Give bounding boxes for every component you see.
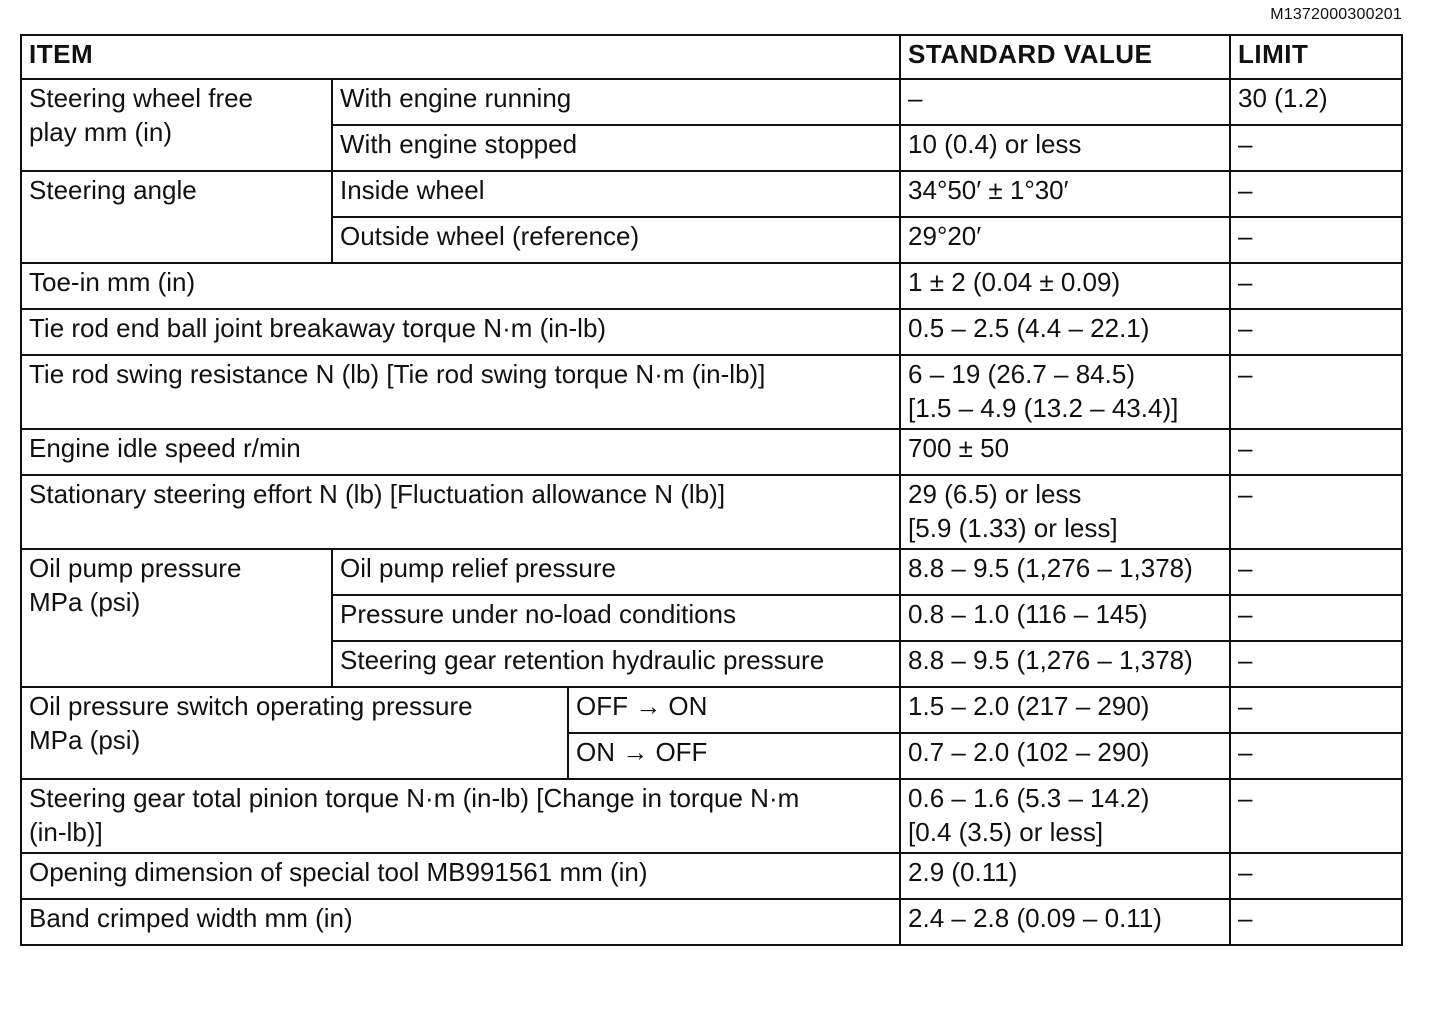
item-free-play [21,79,332,171]
table-row [21,687,1402,733]
table-row [21,309,1402,355]
standard-value-line: 6 – 19 (26.7 – 84.5) [908,359,1135,389]
table-row [21,853,1402,899]
standard-value: 0.8 – 1.0 (116 – 145) [900,595,1230,641]
item-label-line: MPa (psi) [29,725,141,755]
standard-value [900,475,1230,549]
table-row [21,899,1402,945]
standard-value: 1 ± 2 (0.04 ± 0.09) [900,263,1230,309]
standard-value-line: [1.5 – 4.9 (13.2 – 43.4)] [908,393,1179,423]
item-label-line: play mm (in) [29,117,173,147]
standard-value: 0.5 – 2.5 (4.4 – 22.1) [900,309,1230,355]
subitem: Inside wheel [332,171,900,217]
limit-value: – [1230,779,1402,853]
limit-value: – [1230,595,1402,641]
limit-value: – [1230,429,1402,475]
limit-value: – [1230,355,1402,429]
table-header-row [21,35,1402,79]
limit-value: – [1230,899,1402,945]
item-band-width: Band crimped width mm (in) [21,899,900,945]
item-label-line: Oil pump pressure [29,553,242,583]
limit-value: – [1230,217,1402,263]
item-label-line: (in-lb)] [29,817,103,847]
limit-value: – [1230,687,1402,733]
subitem: With engine running [332,79,900,125]
item-oil-pump-pressure [21,549,332,687]
limit-value: – [1230,641,1402,687]
item-label-line: Oil pressure switch operating pressure [29,691,473,721]
limit-value: – [1230,853,1402,899]
item-toe-in: Toe-in mm (in) [21,263,900,309]
limit-value: – [1230,475,1402,549]
standard-value-line: 0.6 – 1.6 (5.3 – 14.2) [908,783,1150,813]
subitem: Pressure under no-load conditions [332,595,900,641]
subitem: With engine stopped [332,125,900,171]
limit-value: – [1230,309,1402,355]
header-standard-value: STANDARD VALUE [900,35,1230,79]
item-label-line: MPa (psi) [29,587,141,617]
standard-value: 0.7 – 2.0 (102 – 290) [900,733,1230,779]
table-row [21,429,1402,475]
item-steering-effort: Stationary steering effort N (lb) [Fluctuation allowance N (lb)] [21,475,900,549]
table-row [21,779,1402,853]
standard-value-line: 29 (6.5) or less [908,479,1082,509]
standard-value: 10 (0.4) or less [900,125,1230,171]
standard-value: – [900,79,1230,125]
subitem: ON → OFF [568,733,900,779]
item-oil-pressure-switch [21,687,568,779]
subitem: Steering gear retention hydraulic pressure [332,641,900,687]
standard-value [900,779,1230,853]
table-row [21,171,1402,217]
table-row [21,263,1402,309]
item-idle-speed: Engine idle speed r/min [21,429,900,475]
limit-value: – [1230,171,1402,217]
table-row [21,475,1402,549]
standard-value: 34°50′ ± 1°30′ [900,171,1230,217]
standard-value: 700 ± 50 [900,429,1230,475]
limit-value: – [1230,549,1402,595]
limit-value: – [1230,125,1402,171]
item-label-line: Steering gear total pinion torque N·m (in-lb) [Change in torque N·m [29,783,800,813]
limit-value: – [1230,263,1402,309]
standard-value-line: [5.9 (1.33) or less] [908,513,1118,543]
item-pinion-torque [21,779,900,853]
limit-value: 30 (1.2) [1230,79,1402,125]
standard-value: 2.4 – 2.8 (0.09 – 0.11) [900,899,1230,945]
table-row [21,355,1402,429]
document-code: M1372000300201 [1270,6,1402,23]
header-item: ITEM [21,35,900,79]
standard-value-line: [0.4 (3.5) or less] [908,817,1104,847]
item-tie-rod-swing: Tie rod swing resistance N (lb) [Tie rod swing torque N·m (in-lb)] [21,355,900,429]
standard-value: 2.9 (0.11) [900,853,1230,899]
item-special-tool: Opening dimension of special tool MB991561 mm (in) [21,853,900,899]
item-steering-angle: Steering angle [21,171,332,263]
item-label-line: Steering wheel free [29,83,254,113]
limit-value: – [1230,733,1402,779]
standard-value: 8.8 – 9.5 (1,276 – 1,378) [900,549,1230,595]
standard-value: 1.5 – 2.0 (217 – 290) [900,687,1230,733]
table-row [21,79,1402,125]
table-row [21,549,1402,595]
item-tie-rod-breakaway-torque: Tie rod end ball joint breakaway torque N·m (in-lb) [21,309,900,355]
standard-value [900,355,1230,429]
header-limit: LIMIT [1230,35,1402,79]
subitem: OFF → ON [568,687,900,733]
specification-table [20,34,1403,946]
standard-value: 8.8 – 9.5 (1,276 – 1,378) [900,641,1230,687]
standard-value: 29°20′ [900,217,1230,263]
subitem: Outside wheel (reference) [332,217,900,263]
subitem: Oil pump relief pressure [332,549,900,595]
